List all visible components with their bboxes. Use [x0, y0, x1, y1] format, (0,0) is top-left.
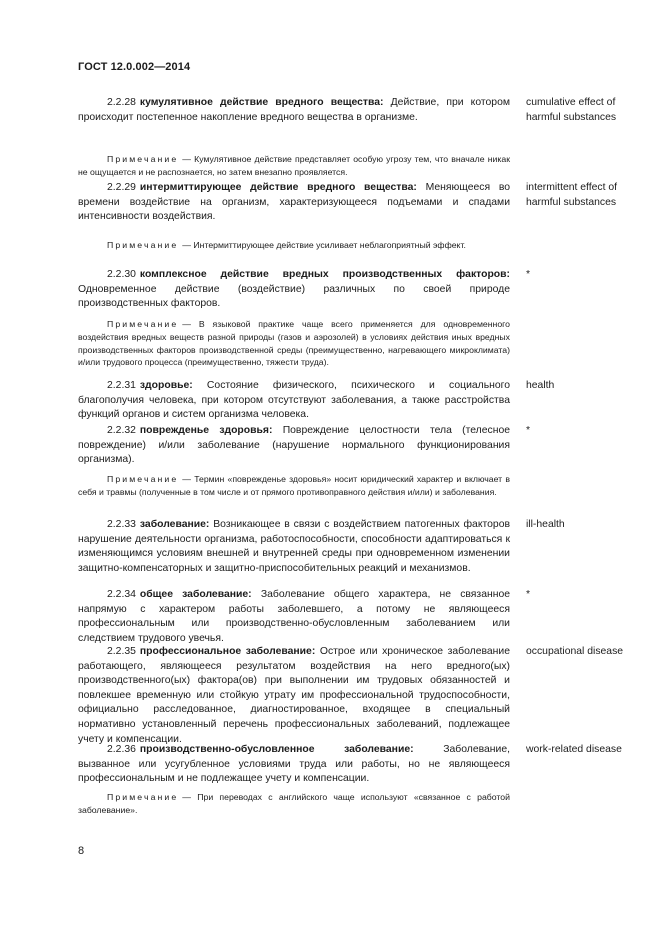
note-label: Примечание: [107, 474, 179, 484]
term-entry-2-2-30: [78, 268, 510, 312]
term-entry-2-2-34: [78, 588, 510, 646]
term-title: кумулятивное действие вредного вещества:: [139, 97, 384, 108]
clause-number: 2.2.30: [107, 269, 136, 280]
english-equivalent: *: [526, 425, 531, 436]
term-definition: Действие, при котором происходит постепенное накопление вредного вещества в организме.: [78, 97, 511, 123]
term-definition: Заболевание общего характера, не связанное напрямую с характером работы заболевшего, а потому не являющееся профессиональным или производственно-обусловленным заболеванием или следствием трудового увечья.: [78, 589, 511, 644]
term-definition: Возникающее в связи с воздействием патогенных факторов нарушение деятельности организма, работоспособности, способности адаптироваться к изменяющимся условиям внешней и внутренней среды при одновременном изменении защитно-компенсаторных и защитно-приспособительных реакций и механизмов.: [78, 519, 510, 574]
english-equivalent: ill-health: [526, 519, 565, 530]
term-title: поврежденье здоровья:: [139, 425, 273, 436]
term-definition: Повреждение целостности тела (телесное повреждение) и/или заболевание (нарушение нормального функционирования организма).: [78, 425, 510, 466]
term-title: заболевание:: [139, 519, 210, 530]
term-definition: Состояние физического, психического и социального благополучия человека, при котором отсутствуют заболевания, а также расстройства функций органов и систем организма человека.: [78, 380, 510, 421]
term-entry-2-2-28: [78, 96, 510, 125]
note-2-2-30: [78, 318, 510, 369]
clause-number: 2.2.33: [107, 519, 136, 530]
term-title: комплексное действие вредных производственных факторов:: [139, 269, 510, 280]
term-entry-2-2-33: [78, 518, 510, 576]
document-header: ГОСТ 12.0.002—2014: [78, 61, 191, 73]
note-text: — Кумулятивное действие представляет особую угрозу тем, что вначале никак не ощущается и не распознается, но затем внезапно проявляется.: [78, 154, 510, 177]
term-definition: Одновременное действие (воздействие) различных по своей природе производственных факторов.: [78, 283, 510, 310]
term-definition: Острое или хроническое заболевание работающего, являющееся результатом воздействия на него вредного(ых) производственного(ых) фактора(ов) при выполнении им трудовых обязанностей и повлекшее временную или стойкую утрату им профессиональной трудоспособности, официально расследованное, диагностированное, входящее в специальный нормативно установленный перечень профессиональных заболеваний, подлежащее учету и компенсации.: [78, 646, 510, 745]
clause-number: 2.2.31: [107, 380, 136, 391]
term-definition: Меняющееся во времени воздействие на организм, характеризующееся подъемами и спадами интенсивности воздействия.: [78, 182, 510, 223]
term-entry-2-2-36: [78, 743, 510, 787]
note-text: — Интермиттирующее действие усиливает неблагоприятный эффект.: [182, 240, 466, 250]
english-equivalent: *: [526, 589, 531, 600]
note-text: — При переводах с английского чаще используют «связанное с работой заболевание».: [78, 792, 510, 815]
english-equivalent: health: [526, 380, 555, 391]
term-title: здоровье:: [139, 380, 193, 391]
note-text: — Термин «поврежденье здоровья» носит юридический характер и включает в себя и травмы (полученные в том числе и от прямого противоправного действия и/или) и заболевания.: [78, 474, 510, 497]
note-label: Примечание: [107, 240, 179, 250]
clause-number: 2.2.34: [107, 589, 136, 600]
term-title: профессиональное заболевание:: [139, 646, 316, 657]
term-definition: Заболевание, вызванное или усугубленное условиями труда или работы, но не являющееся профессиональным и не подлежащее учету и компенсации.: [78, 744, 510, 785]
clause-number: 2.2.28: [107, 97, 136, 108]
clause-number: 2.2.35: [107, 646, 136, 657]
clause-number: 2.2.32: [107, 425, 136, 436]
clause-number: 2.2.36: [107, 744, 136, 755]
note-2-2-36: [78, 791, 510, 817]
note-label: Примечание: [107, 792, 179, 802]
english-equivalent: work-related disease: [526, 744, 622, 755]
note-label: Примечание: [107, 319, 179, 329]
term-title: интермиттирующее действие вредного вещества:: [139, 182, 417, 193]
english-equivalent: occupational disease: [526, 646, 624, 657]
page-number: 8: [78, 845, 85, 857]
term-entry-2-2-31: [78, 379, 510, 423]
note-2-2-29: [78, 239, 510, 252]
term-entry-2-2-29: [78, 181, 510, 225]
term-title: общее заболевание:: [139, 589, 252, 600]
term-entry-2-2-35: [78, 645, 510, 747]
english-equivalent: *: [526, 269, 531, 280]
term-entry-2-2-32: [78, 424, 510, 468]
term-title: производственно-обусловленное заболевание:: [139, 744, 414, 755]
note-2-2-28: [78, 153, 510, 179]
english-equivalent: intermittent effect of harmful substances: [526, 182, 618, 208]
note-2-2-32: [78, 473, 510, 499]
clause-number: 2.2.29: [107, 182, 136, 193]
english-equivalent: cumulative effect of harmful substances: [526, 97, 617, 123]
note-text: — В языковой практике чаще всего применяется для одновременного воздействия вредных веществ разной природы (газов и аэрозолей) в условиях действия иных вредных производственных факторов производственной среды (преимущественно, нагревающего микроклимата) и/или трудового процесса (преимущественно, тяжести труда).: [78, 319, 510, 368]
note-label: Примечание: [107, 154, 179, 164]
